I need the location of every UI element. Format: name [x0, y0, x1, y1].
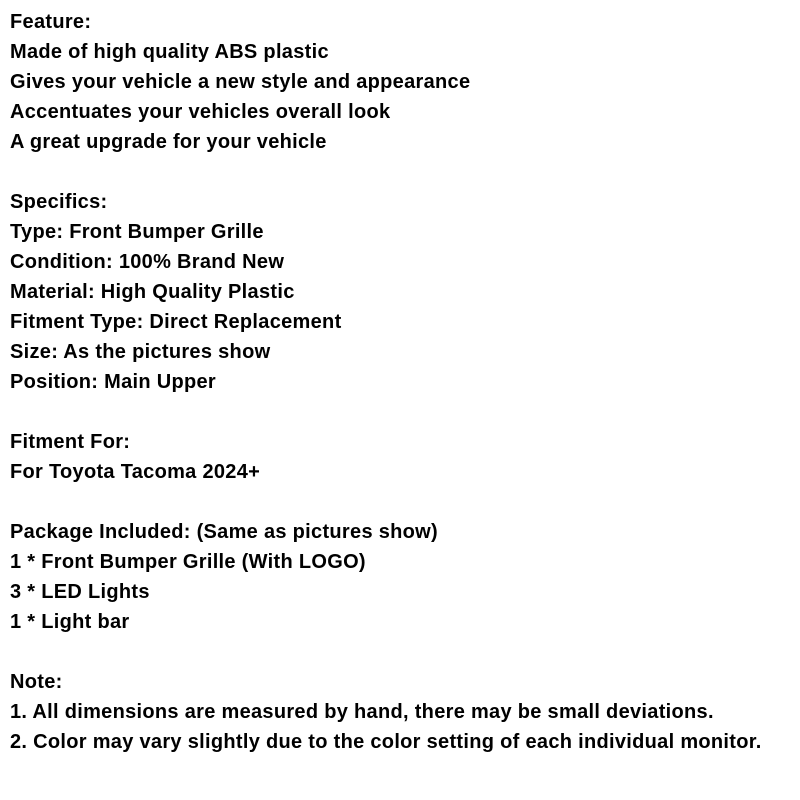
specifics-item: Fitment Type: Direct Replacement	[10, 311, 342, 333]
note-item: 2. Color may vary slightly due to the color setting of each individual monitor.	[10, 731, 762, 753]
package-item: 1 * Light bar	[10, 611, 130, 633]
specifics-item: Condition: 100% Brand New	[10, 251, 285, 273]
note-item: 1. All dimensions are measured by hand, there may be small deviations.	[10, 701, 714, 723]
feature-item: Made of high quality ABS plastic	[10, 41, 329, 63]
specifics-item: Size: As the pictures show	[10, 341, 271, 363]
specifics-item: Material: High Quality Plastic	[10, 281, 295, 303]
section-spacer	[10, 637, 795, 667]
feature-heading: Feature:	[10, 11, 92, 33]
specifics-item: Position: Main Upper	[10, 371, 216, 393]
feature-item: Accentuates your vehicles overall look	[10, 101, 391, 123]
feature-item: Gives your vehicle a new style and appearance	[10, 71, 471, 93]
feature-section	[10, 7, 795, 157]
specifics-heading: Specifics:	[10, 191, 108, 213]
specifics-item: Type: Front Bumper Grille	[10, 221, 264, 243]
specifics-section	[10, 187, 795, 397]
note-section	[10, 667, 795, 757]
fitment-section	[10, 427, 795, 487]
section-spacer	[10, 397, 795, 427]
package-item: 1 * Front Bumper Grille (With LOGO)	[10, 551, 366, 573]
note-heading: Note:	[10, 671, 63, 693]
package-item: 3 * LED Lights	[10, 581, 150, 603]
fitment-item: For Toyota Tacoma 2024+	[10, 461, 261, 483]
product-description	[10, 7, 795, 757]
feature-item: A great upgrade for your vehicle	[10, 131, 327, 153]
section-spacer	[10, 157, 795, 187]
package-section	[10, 517, 795, 637]
section-spacer	[10, 487, 795, 517]
fitment-heading: Fitment For:	[10, 431, 131, 453]
package-heading: Package Included: (Same as pictures show)	[10, 521, 438, 543]
